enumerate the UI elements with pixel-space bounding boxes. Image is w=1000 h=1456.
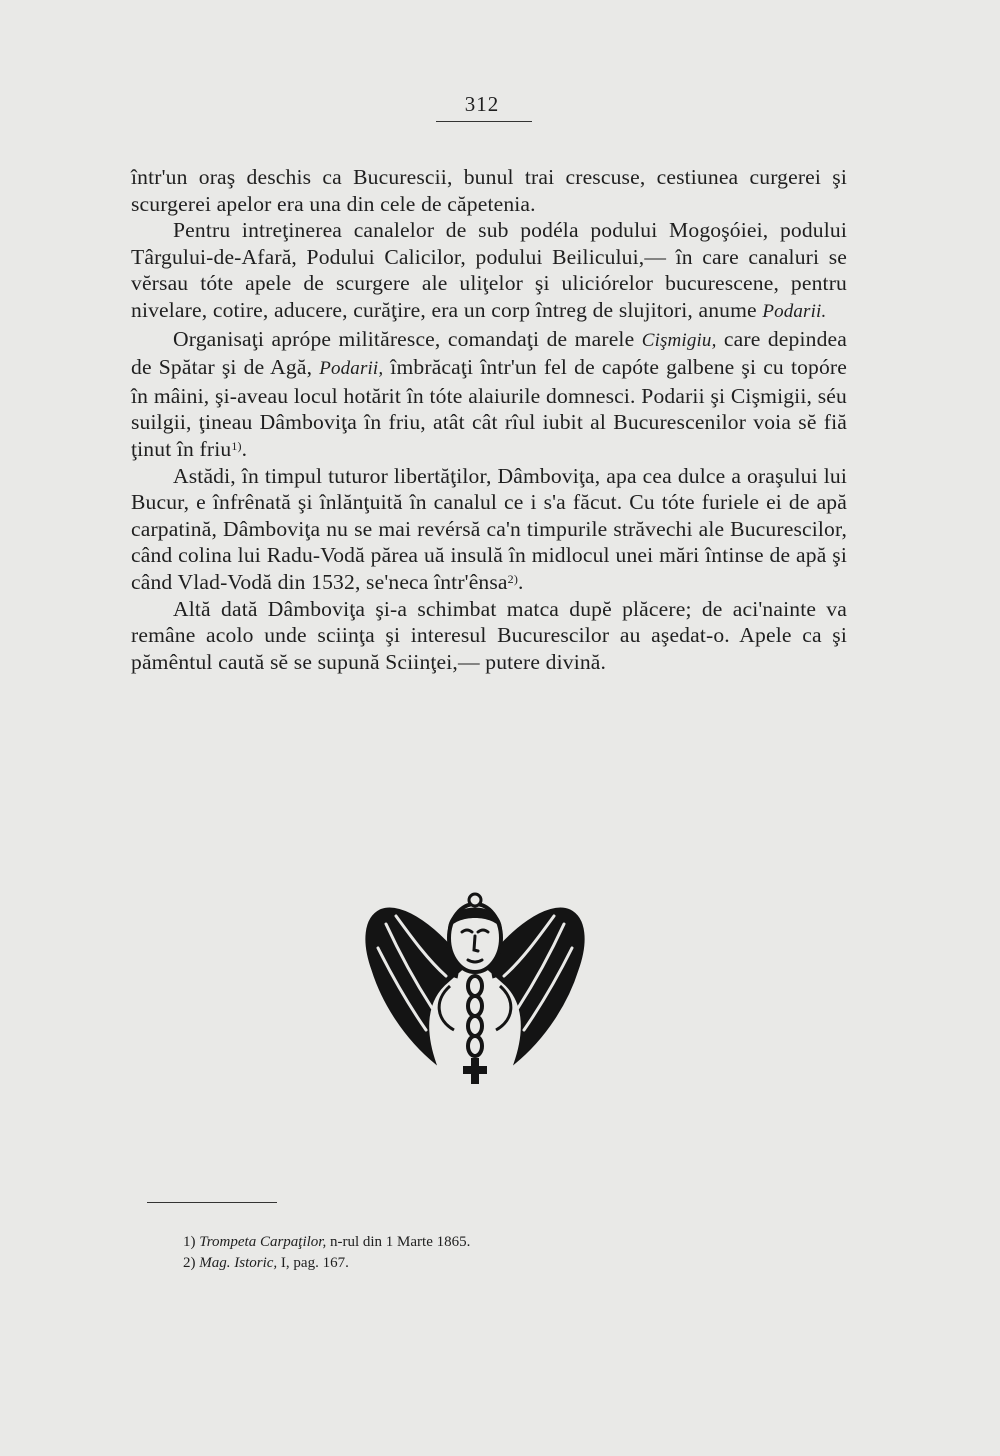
footnote-marker: 2): [507, 571, 518, 586]
paragraph-1: [131, 164, 847, 217]
italic-term: Podarii.: [762, 300, 827, 322]
footnote-marker: 1): [231, 438, 242, 453]
winged-cherub-head-icon: [362, 890, 588, 1086]
paragraph-4: [131, 463, 847, 596]
paragraph-text: Organisaţi aprópe milităresce, comandaţi de marele: [173, 326, 642, 351]
italic-term: Cişmigiu,: [641, 329, 717, 351]
paragraph-text: Altă dată Dâmboviţa şi-a schimbat matca dupĕ plăcere; de aci'nainte va remâne acolo unde sciinţa şi interesul Bucurescilor au aşedat-o. Apele ca şi pămêntul caută sĕ se supună Sciinţei,— putere divină.: [131, 596, 847, 674]
footnote-mark: 1): [183, 1234, 196, 1250]
paragraph-text: Astădi, în timpul tuturor libertăţilor, Dâmboviţa, apa cea dulce a oraşului lui Bucur, e înfrênată şi înlănţuită în canalul ce i s'a făcut. Cu tóte furiele ei de apă carpatină, Dâmboviţa nu se mai revérsă ca'n timpurile străvechi ale Bucurescilor, când colina lui Radu-Vodă părea uă insulă în midlocul unei mări întinse de apă şi când Vlad-Vodă din 1532, se'neca într'ênsa: [131, 463, 847, 594]
paragraph-2: [131, 217, 847, 325]
body-text: [131, 164, 847, 675]
footnotes: [183, 1232, 783, 1274]
paragraph-text: Pentru intreţinerea canalelor de sub podéla podului Mogoşóiei, podului Târgului-de-Afară, Podului Calicilor, podului Beilicului,— în care canaluri se vĕrsau tóte apele de scurgere ale uliţelor şi uliciórelor bucurescene, pentru nivelare, cotire, aducere, curăţire, era un corp întreg de slujitori, anume: [131, 218, 847, 322]
page-number: 312: [464, 92, 500, 116]
paragraph-text: îmbrăcaţi într'un fel de capóte galbene şi cu topóre în mâini, şi-aveau locul hotărit în tóte alaiurile domnesci. Podarii şi Cişmigii, séu suilgii, ţineau Dâmboviţa în friu, atât cât rîul iubit al Bucurescenilor voia sĕ fiă ţinut în friu: [131, 355, 848, 461]
page-number-rule: [436, 121, 532, 122]
paragraph-3: [131, 326, 847, 463]
footnote-source: Trompeta Carpaţilor,: [199, 1234, 327, 1250]
paragraph-text: care depindea de Spătar şi de Agă,: [131, 326, 847, 380]
footnote-text: I, pag. 167.: [277, 1255, 349, 1271]
paragraph-5: [131, 596, 847, 676]
footnote-2: [183, 1253, 783, 1274]
paragraph-text: într'un oraş deschis ca Bucurescii, bunul trai crescuse, cestiunea curgerei şi scurgerei apelor era una din cele de căpetenia.: [131, 165, 847, 216]
footnote-text: n-rul din 1 Marte 1865.: [326, 1234, 471, 1250]
italic-term: Podarii,: [319, 358, 384, 380]
footnote-rule: [147, 1202, 277, 1203]
footnote-mark: 2): [183, 1255, 196, 1271]
paragraph-text: .: [241, 436, 248, 461]
paragraph-text: .: [517, 569, 524, 594]
footnote-1: [183, 1232, 783, 1253]
footnote-source: Mag. Istoric,: [199, 1255, 278, 1271]
